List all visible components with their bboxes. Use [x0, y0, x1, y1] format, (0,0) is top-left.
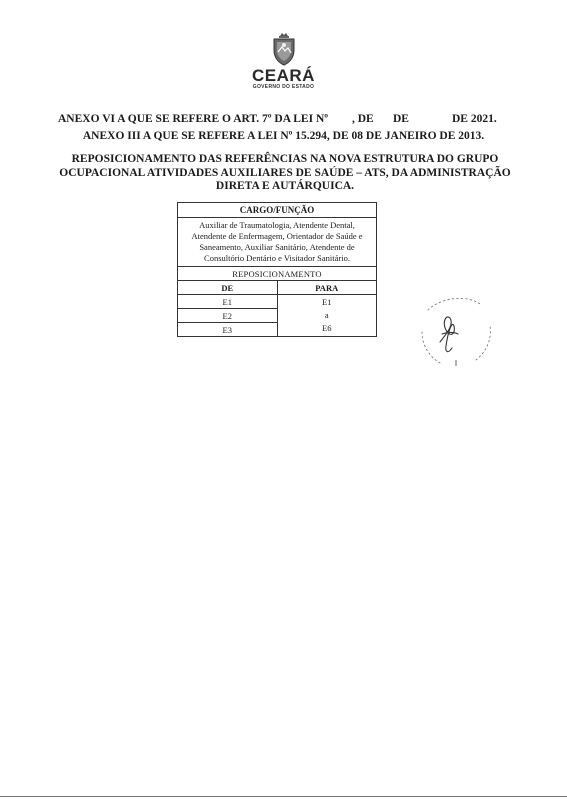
- title-line: OCUPACIONAL ATIVIDADES AUXILIARES DE SAÚDE – ATS, DA ADMINISTRAÇÃO: [59, 166, 511, 179]
- annex-vi-part2: , DE: [352, 113, 374, 125]
- logo: [0, 32, 567, 90]
- repositioning-table: [177, 202, 377, 337]
- para-value: a: [324, 310, 329, 320]
- annex-vi-part4: DE 2021.: [452, 113, 497, 125]
- cargo-desc-line: Consultório Dentário e Visitador Sanitário.: [204, 253, 350, 263]
- footer-divider: [0, 796, 567, 797]
- de-cell: E3: [178, 323, 278, 337]
- para-cell: [277, 295, 377, 337]
- column-header-para: PARA: [277, 281, 377, 295]
- document-title: [50, 153, 520, 194]
- para-value: E1: [322, 297, 332, 307]
- cargo-desc-line: Atendente de Enfermagem, Orientador de Saúde e: [191, 231, 363, 241]
- coat-of-arms-icon: [271, 32, 297, 66]
- annex-vi-part1: ANEXO VI A QUE SE REFERE O ART. 7º DA LEI Nº: [58, 113, 329, 125]
- cargo-desc-line: Saneamento, Auxiliar Sanitário, Atendente de: [199, 242, 355, 252]
- de-cell: E1: [178, 295, 278, 309]
- de-cell: E2: [178, 309, 278, 323]
- column-header-de: DE: [178, 281, 278, 295]
- annex-iii-heading: ANEXO III A QUE SE REFERE A LEI Nº 15.294, DE 08 DE JANEIRO DE 2013.: [82, 130, 485, 142]
- title-line: DIRETA E AUTÁRQUICA.: [215, 180, 355, 192]
- cargo-desc-line: Auxiliar de Traumatologia, Atendente Dental,: [199, 220, 355, 230]
- repositioning-header: REPOSICIONAMENTO: [178, 267, 377, 281]
- cargo-description: [178, 218, 377, 267]
- logo-name: CEARÁ: [252, 66, 315, 85]
- para-value: E6: [322, 323, 332, 333]
- logo-subtitle: GOVERNO DO ESTADO: [252, 84, 315, 90]
- title-line: REPOSICIONAMENTO DAS REFERÊNCIAS NA NOVA ESTRUTURA DO GRUPO: [71, 153, 499, 165]
- cargo-header: CARGO/FUNÇÃO: [178, 203, 377, 218]
- annex-vi-part3: DE: [393, 113, 409, 125]
- signature-stamp-icon: [418, 288, 498, 368]
